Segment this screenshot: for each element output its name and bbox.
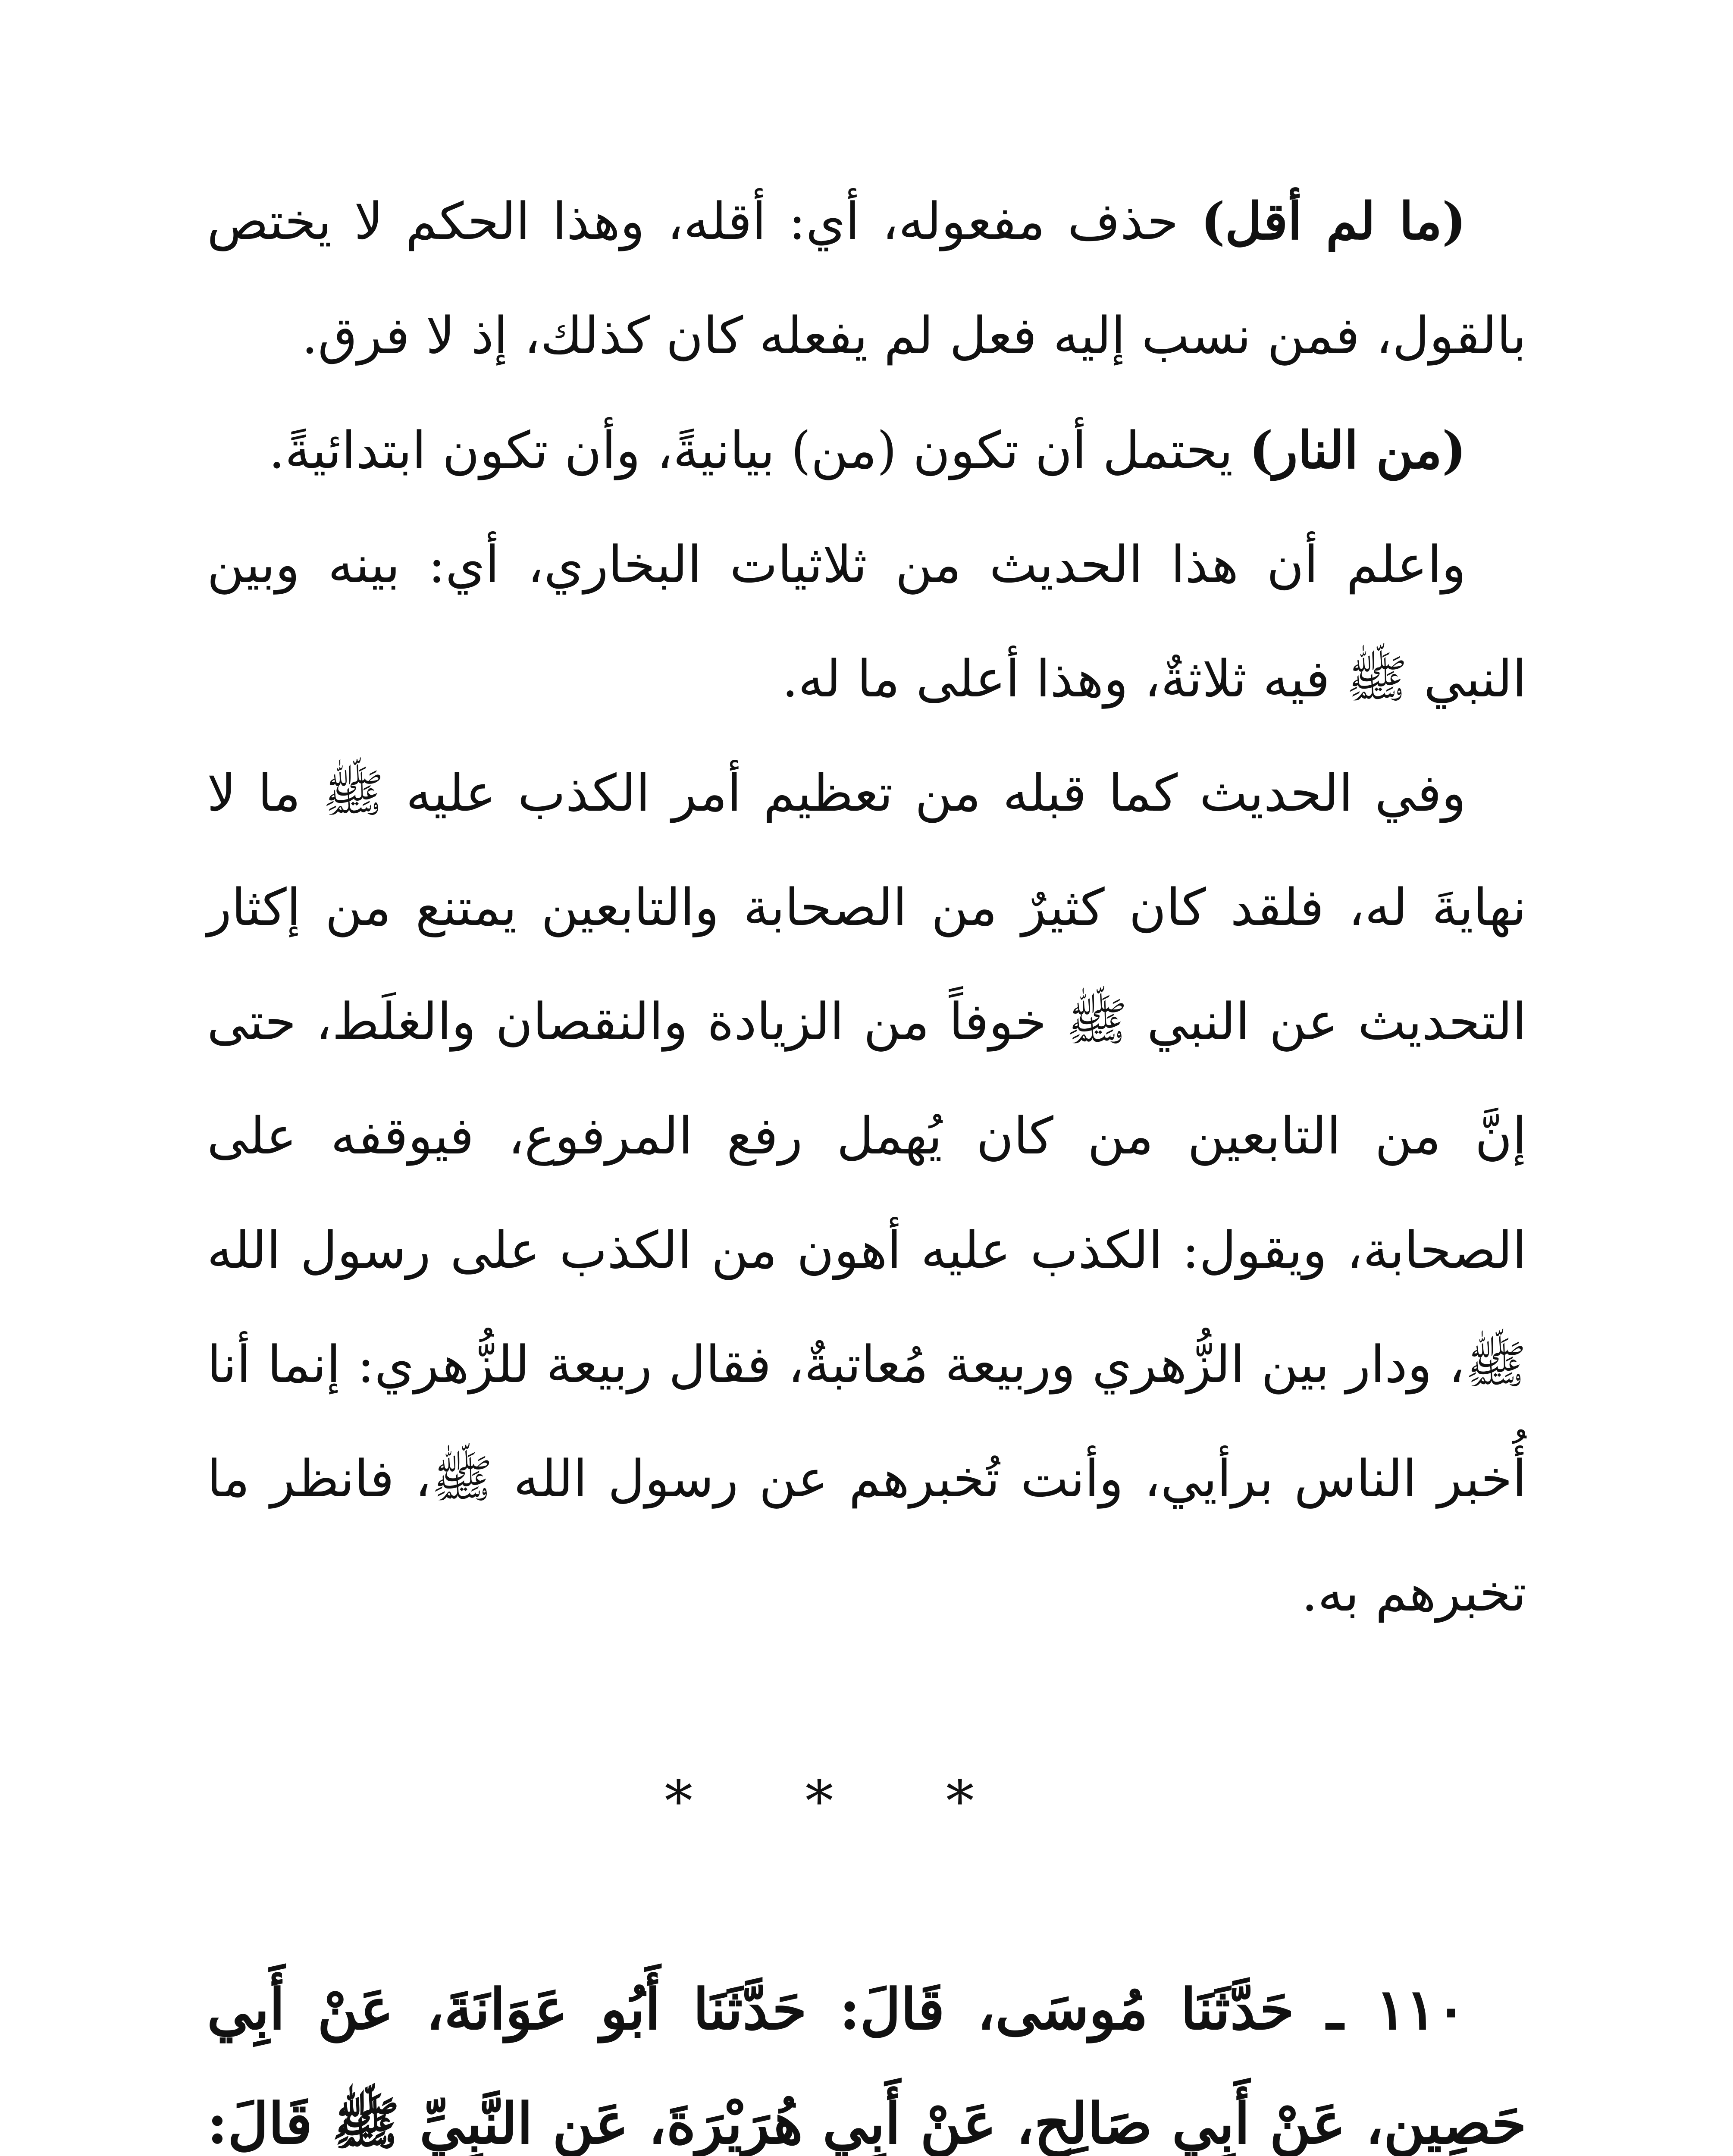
commentary-paragraph	[207, 393, 1526, 508]
book-page	[207, 164, 1526, 2156]
commentary-paragraph	[207, 164, 1526, 393]
commentary-text: حذف مفعوله، أي: أقله، وهذا الحكم لا يختص بالقول، فمن نسب إليه فعل لم يفعله كان كذلك، إذ لا فرق.	[207, 191, 1526, 365]
lemma: (ما لم أقل)	[1200, 191, 1466, 251]
hadith-text: ١١٠ ـ حَدَّثَنَا مُوسَى، قَالَ: حَدَّثَنَا أَبُو عَوَانَةَ، عَنْ أَبِي حَصِينٍ، عَنْ أَبِي صَالِحٍ، عَنْ أَبِي هُرَيْرَةَ، عَنِ النَّبِيِّ ﷺ قَالَ:	[207, 1976, 1526, 2156]
commentary-text: واعلم أن هذا الحديث من ثلاثيات البخاري، أي: بينه وبين النبي ﷺ فيه ثلاثةٌ، وهذا أعلى ما له.	[207, 535, 1526, 708]
commentary-paragraph	[207, 736, 1526, 1650]
section-separator: * * *	[664, 1768, 1022, 1834]
commentary-paragraph	[207, 508, 1526, 736]
commentary-text: وفي الحديث كما قبله من تعظيم أمر الكذب عليه ﷺ ما لا نهايةَ له، فلقد كان كثيرٌ من الصحابة والتابعين يمتنع من إكثار التحديث عن النبي ﷺ خوفاً من الزيادة والنقصان والغلَط، حتى إنَّ من التابعين من كان يُهمل رفع المرفوع، فيوقفه على الصحابة، ويقول: الكذب عليه أهون من الكذب على رسول الله ﷺ، ودار بين الزُّهري وربيعة مُعاتبةٌ، فقال ربيعة للزُّهري: إنما أنا أُخبر الناس برأيي، وأنت تُخبرهم عن رسول الله ﷺ، فانظر ما تخبرهم به.	[207, 763, 1526, 1623]
commentary-text: يحتمل أن تكون (من) بيانيةً، وأن تكون ابتدائيةً.	[269, 420, 1249, 480]
lemma: (من النار)	[1249, 420, 1466, 480]
